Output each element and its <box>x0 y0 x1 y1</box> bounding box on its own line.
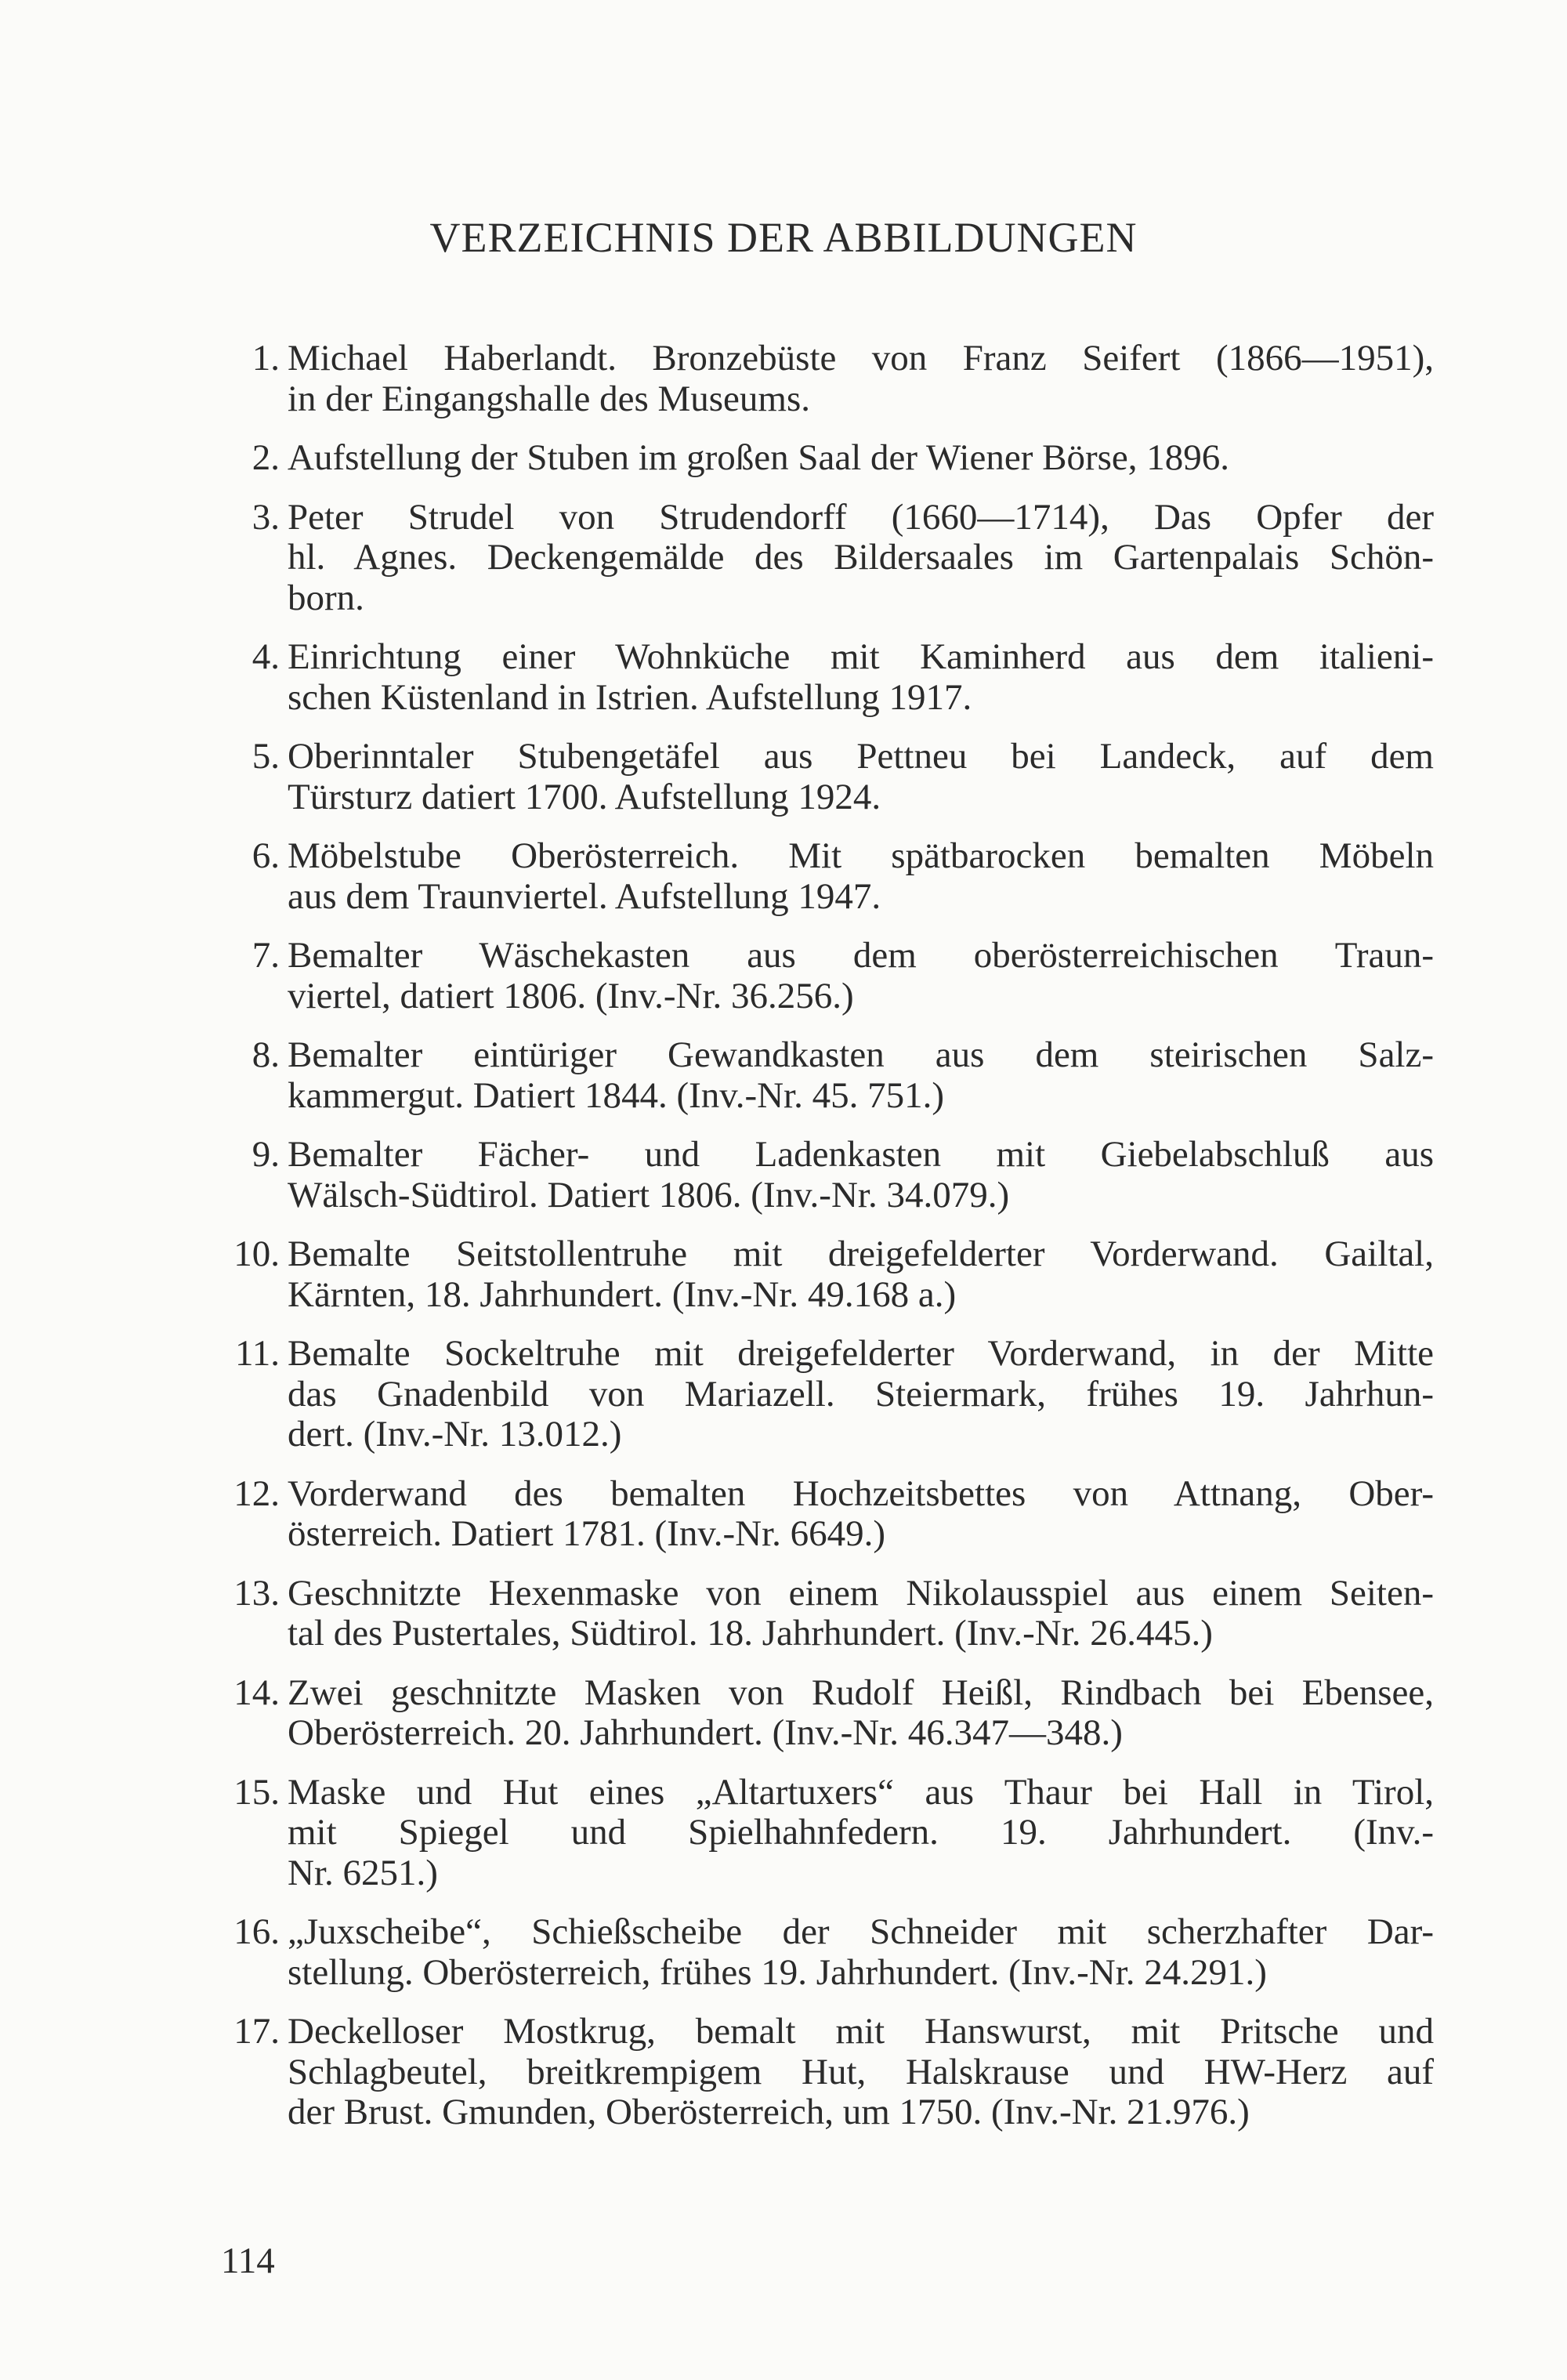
caption-line: Vorderwand des bemalten Hochzeitsbettes von Attnang, Ober- <box>288 1473 1434 1514</box>
item-number: 6. <box>252 835 280 876</box>
caption-line: Türsturz datiert 1700. Aufstellung 1924. <box>288 776 881 817</box>
caption-line: Nr. 6251.) <box>288 1852 438 1893</box>
item-caption <box>288 737 1434 817</box>
list-item <box>219 498 1434 619</box>
item-number: 7. <box>252 935 280 976</box>
caption-line: tal des Pustertales, Südtirol. 18. Jahrhundert. (Inv.-Nr. 26.445.) <box>288 1613 1213 1654</box>
caption-line: Möbelstube Oberösterreich. Mit spätbarocken bemalten Möbeln <box>288 835 1434 876</box>
list-item <box>219 637 1434 718</box>
caption-line: schen Küstenland in Istrien. Aufstellung 1917. <box>288 676 972 718</box>
list-item <box>219 1135 1434 1215</box>
caption-line: viertel, datiert 1806. (Inv.-Nr. 36.256.) <box>288 975 854 1016</box>
item-number: 8. <box>252 1034 280 1075</box>
item-caption <box>288 1474 1434 1555</box>
item-number: 11. <box>234 1333 280 1374</box>
caption-line: Geschnitzte Hexenmaske von einem Nikolausspiel aus einem Seiten- <box>288 1572 1434 1614</box>
caption-line: Zwei geschnitzte Masken von Rudolf Heißl, Rindbach bei Ebensee, <box>288 1672 1434 1713</box>
item-caption <box>288 1334 1434 1455</box>
item-number: 5. <box>252 736 280 777</box>
caption-line: Kärnten, 18. Jahrhundert. (Inv.-Nr. 49.168 a.) <box>288 1273 957 1315</box>
list-item <box>219 1234 1434 1315</box>
list-item <box>219 1474 1434 1555</box>
caption-line: Bemalter eintüriger Gewandkasten aus dem steirischen Salz- <box>288 1034 1434 1075</box>
item-number: 16. <box>233 1911 280 1952</box>
item-caption <box>288 1912 1434 1993</box>
item-number: 1. <box>252 338 280 379</box>
caption-line: Einrichtung einer Wohnküche mit Kaminherd aus dem italieni- <box>288 636 1434 677</box>
caption-line: Peter Strudel von Strudendorff (1660—1714), Das Opfer der <box>288 496 1434 538</box>
list-item <box>219 1912 1434 1993</box>
item-caption <box>288 498 1434 619</box>
caption-line: Bemalter Wäschekasten aus dem oberösterreichischen Traun- <box>288 935 1434 976</box>
item-caption <box>288 836 1434 917</box>
caption-line: hl. Agnes. Deckengemälde des Bildersaales im Gartenpalais Schön- <box>288 537 1434 578</box>
caption-line: kammergut. Datiert 1844. (Inv.-Nr. 45. 751.) <box>288 1074 944 1116</box>
page-number: 114 <box>221 2241 275 2281</box>
item-caption <box>288 1035 1434 1116</box>
item-number: 14. <box>233 1672 280 1713</box>
item-number: 12. <box>233 1473 280 1514</box>
item-number: 4. <box>252 636 280 677</box>
caption-line: Maske und Hut eines „Altartuxers“ aus Thaur bei Hall in Tirol, <box>288 1771 1434 1813</box>
item-caption <box>288 1773 1434 1894</box>
item-number: 15. <box>233 1771 280 1813</box>
page-title: VERZEICHNIS DER ABBILDUNGEN <box>429 214 1138 261</box>
list-item <box>219 737 1434 817</box>
item-caption <box>288 637 1434 718</box>
item-caption <box>288 438 1434 479</box>
item-number: 17. <box>233 2011 280 2052</box>
caption-line: das Gnadenbild von Mariazell. Steiermark, frühes 19. Jahrhun- <box>288 1373 1434 1415</box>
caption-line: Bemalte Seitstollentruhe mit dreigefelderter Vorderwand. Gailtal, <box>288 1233 1434 1274</box>
list-item <box>219 1334 1434 1455</box>
item-number: 2. <box>252 437 280 478</box>
caption-line: Oberösterreich. 20. Jahrhundert. (Inv.-Nr. 46.347—348.) <box>288 1712 1123 1753</box>
item-number: 10. <box>233 1233 280 1274</box>
caption-line: Oberinntaler Stubengetäfel aus Pettneu bei Landeck, auf dem <box>288 736 1434 777</box>
figure-list <box>219 339 1434 2152</box>
caption-line: österreich. Datiert 1781. (Inv.-Nr. 6649.) <box>288 1513 886 1554</box>
caption-line: Wälsch-Südtirol. Datiert 1806. (Inv.-Nr. 34.079.) <box>288 1174 1010 1215</box>
caption-line: der Brust. Gmunden, Oberösterreich, um 1750. (Inv.-Nr. 21.976.) <box>288 2092 1250 2132</box>
item-caption <box>288 1574 1434 1654</box>
item-number: 3. <box>252 496 280 538</box>
caption-line: Bemalter Fächer- und Ladenkasten mit Giebelabschluß aus <box>288 1134 1434 1175</box>
item-caption <box>288 1673 1434 1754</box>
list-item <box>219 1773 1434 1894</box>
caption-line: Aufstellung der Stuben im großen Saal der Wiener Börse, 1896. <box>288 437 1230 478</box>
caption-line: aus dem Traunviertel. Aufstellung 1947. <box>288 875 881 917</box>
list-item <box>219 339 1434 419</box>
list-item <box>219 438 1434 479</box>
caption-line: dert. (Inv.-Nr. 13.012.) <box>288 1414 622 1454</box>
item-caption <box>288 1135 1434 1215</box>
caption-line: mit Spiegel und Spielhahnfedern. 19. Jahrhundert. (Inv.- <box>288 1812 1434 1853</box>
list-item <box>219 836 1434 917</box>
item-caption <box>288 1234 1434 1315</box>
caption-line: born. <box>288 577 364 618</box>
caption-line: „Juxscheibe“, Schießscheibe der Schneider mit scherzhafter Dar- <box>288 1911 1434 1952</box>
list-item <box>219 1035 1434 1116</box>
caption-line: Schlagbeutel, breitkrempigem Hut, Halskrause und HW-Herz auf <box>288 2051 1434 2092</box>
caption-line: Bemalte Sockeltruhe mit dreigefelderter Vorderwand, in der Mitte <box>288 1333 1434 1374</box>
item-number: 9. <box>252 1134 280 1175</box>
caption-line: Deckelloser Mostkrug, bemalt mit Hanswurst, mit Pritsche und <box>288 2011 1434 2052</box>
item-caption <box>288 339 1434 419</box>
item-number: 13. <box>233 1572 280 1614</box>
list-item <box>219 1574 1434 1654</box>
caption-line: in der Eingangshalle des Museums. <box>288 378 811 419</box>
caption-line: Michael Haberlandt. Bronzebüste von Franz Seifert (1866—1951), <box>288 338 1434 379</box>
item-caption <box>288 2012 1434 2133</box>
list-item <box>219 2012 1434 2133</box>
caption-line: stellung. Oberösterreich, frühes 19. Jahrhundert. (Inv.-Nr. 24.291.) <box>288 1951 1267 1993</box>
list-item <box>219 1673 1434 1754</box>
list-item <box>219 936 1434 1016</box>
item-caption <box>288 936 1434 1016</box>
